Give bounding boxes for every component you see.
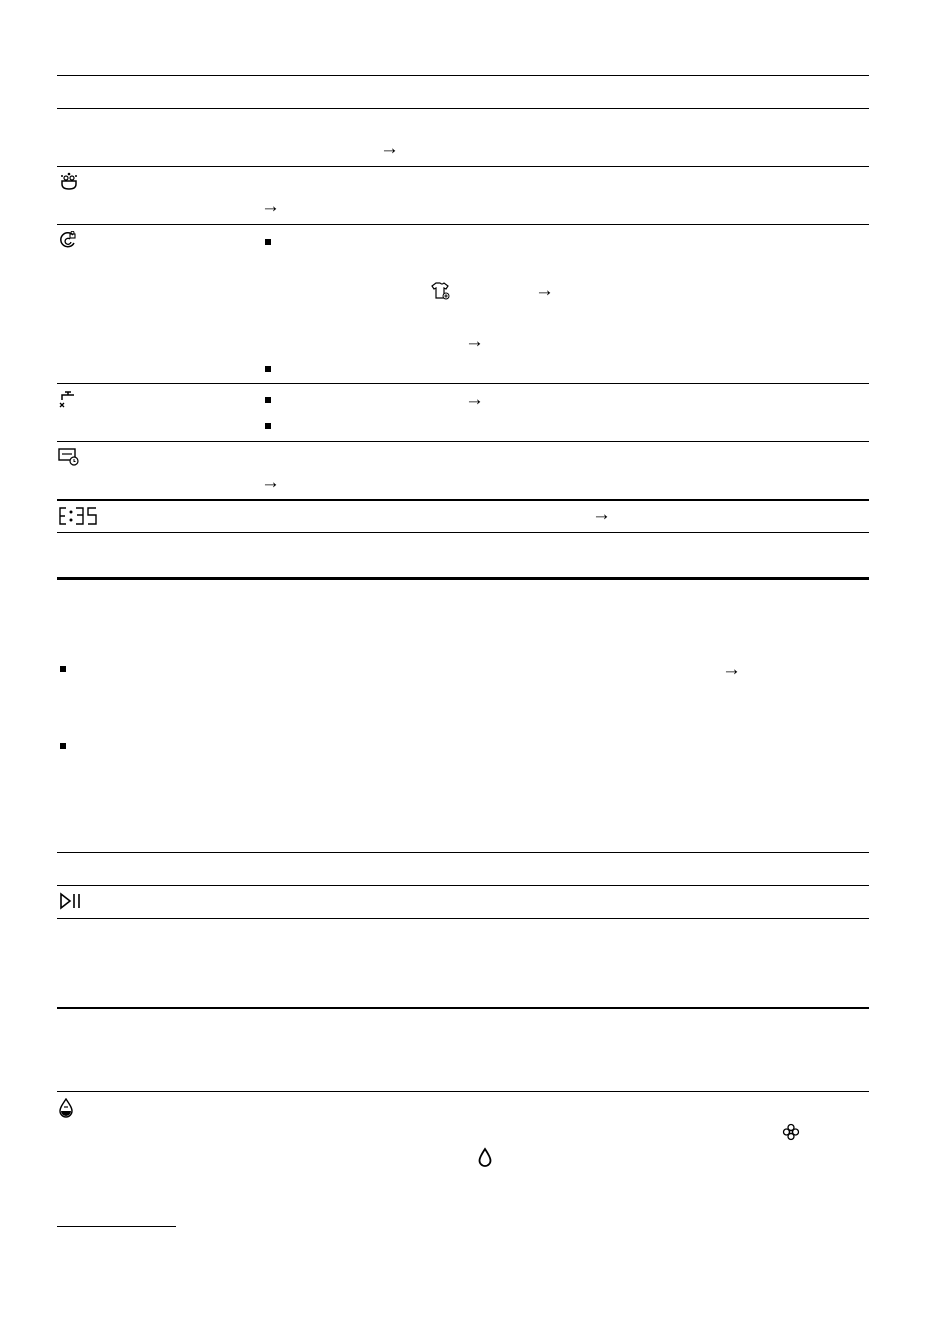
table-rule bbox=[57, 499, 869, 501]
arrow-icon: → bbox=[465, 331, 484, 352]
drop-icon bbox=[478, 1147, 492, 1167]
arrow-icon: → bbox=[380, 138, 399, 159]
start-pause-icon bbox=[59, 892, 83, 910]
table-rule bbox=[57, 441, 869, 442]
shirt-plus-icon bbox=[431, 282, 451, 300]
table-rule bbox=[57, 918, 869, 919]
bullet bbox=[265, 397, 271, 403]
bullet bbox=[265, 239, 271, 245]
table-rule bbox=[57, 108, 869, 109]
arrow-icon: → bbox=[261, 196, 280, 217]
arrow-icon: → bbox=[592, 504, 611, 525]
water-hardness-icon bbox=[58, 1098, 74, 1118]
table-rule bbox=[57, 166, 869, 167]
arrow-icon: → bbox=[465, 389, 484, 410]
arrow-icon: → bbox=[535, 280, 554, 301]
table-rule bbox=[57, 1091, 869, 1092]
error-code-display-icon bbox=[58, 506, 100, 526]
bullet bbox=[60, 743, 66, 749]
table-rule bbox=[57, 224, 869, 225]
table-rule bbox=[57, 885, 869, 886]
footnote-rule bbox=[57, 1226, 176, 1227]
arrow-icon: → bbox=[722, 659, 741, 680]
table-rule bbox=[57, 852, 869, 853]
bullet bbox=[265, 366, 271, 372]
stain-icon bbox=[59, 172, 79, 190]
bullet bbox=[60, 666, 66, 672]
table-rule bbox=[57, 75, 869, 76]
section-divider bbox=[57, 577, 869, 580]
table-rule bbox=[57, 532, 869, 533]
table-rule bbox=[57, 1007, 869, 1009]
table-rule bbox=[57, 383, 869, 384]
bullet bbox=[265, 423, 271, 429]
tap-off-icon bbox=[58, 389, 78, 409]
drum-clean-icon bbox=[58, 448, 80, 466]
child-lock-icon bbox=[59, 231, 77, 249]
flower-icon bbox=[782, 1123, 800, 1141]
arrow-icon: → bbox=[261, 472, 280, 493]
